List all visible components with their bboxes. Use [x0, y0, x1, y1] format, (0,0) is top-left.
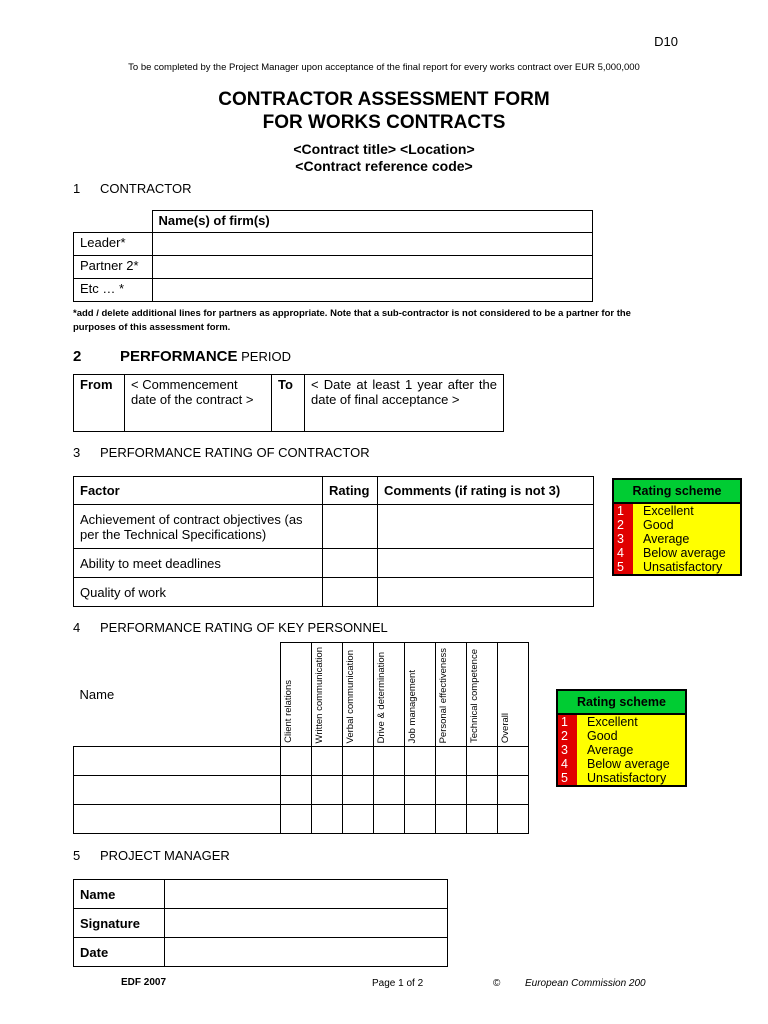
footer-page: Page 1 of 2	[372, 978, 424, 989]
rating-cell[interactable]	[323, 549, 378, 578]
footer-edf: EDF 2007	[121, 977, 167, 988]
section-2-heading: 2 PERFORMANCE PERIOD	[73, 348, 291, 365]
pm-signature-label: Signature	[74, 909, 165, 938]
rating-cell[interactable]	[323, 505, 378, 549]
project-manager-table	[73, 879, 448, 967]
etc-label: Etc … *	[74, 279, 153, 302]
column-header: Technical competence	[468, 649, 480, 743]
name-header: Name	[74, 643, 281, 747]
partner-field[interactable]	[152, 256, 593, 279]
pm-signature-field[interactable]	[165, 909, 448, 938]
factor-label: Ability to meet deadlines	[74, 549, 323, 578]
column-header: Written communication	[313, 646, 325, 743]
column-header: Client relations	[282, 680, 294, 743]
partners-note: *add / delete additional lines for partners as appropriate. Note that a sub-contractor is not considered to be a partner for the purposes of this assessment form.	[73, 308, 631, 333]
factor-label: Quality of work	[74, 578, 323, 607]
column-header: Job management	[406, 669, 418, 743]
form-title-line2: FOR WORKS CONTRACTS	[262, 112, 506, 133]
section-4-heading: 4 PERFORMANCE RATING OF KEY PERSONNEL	[73, 620, 388, 635]
leader-label: Leader*	[74, 233, 153, 256]
leader-field[interactable]	[152, 233, 593, 256]
contractor-table	[73, 210, 593, 302]
rating-scheme-box: Rating scheme 1 Excellent 2 Good 3 Average 4 Below average 5 Unsatisfactory	[612, 478, 742, 576]
subtitle-line2: <Contract reference code>	[295, 158, 473, 174]
section-1-heading: 1 CONTRACTOR	[73, 181, 192, 196]
pm-name-field[interactable]	[165, 880, 448, 909]
contractor-rating-table	[73, 476, 594, 607]
comments-header: Comments (if rating is not 3)	[378, 477, 594, 505]
pm-date-label: Date	[74, 938, 165, 967]
section-5-heading: 5 PROJECT MANAGER	[73, 848, 230, 863]
subtitle-line1: <Contract title> <Location>	[293, 141, 475, 157]
pm-date-field[interactable]	[165, 938, 448, 967]
footer-copyright: ©	[493, 978, 501, 989]
comments-cell[interactable]	[378, 505, 594, 549]
instruction-text: To be completed by the Project Manager upon acceptance of the final report for every works contract over EUR 5,000,000	[128, 62, 640, 73]
column-header: Verbal communication	[344, 649, 356, 743]
factor-header: Factor	[74, 477, 323, 505]
section-3-heading: 3 PERFORMANCE RATING OF CONTRACTOR	[73, 445, 370, 460]
key-personnel-table	[73, 642, 529, 834]
column-header: Drive & determination	[375, 651, 387, 743]
table-row	[74, 747, 529, 776]
column-header: Overall	[499, 712, 511, 743]
rating-cell[interactable]	[323, 578, 378, 607]
etc-field[interactable]	[152, 279, 593, 302]
rating-scheme-box-2: Rating scheme 1 Excellent 2 Good 3 Average 4 Below average 5 Unsatisfactory	[556, 689, 687, 787]
rating-scheme-title: Rating scheme	[614, 480, 740, 504]
document-code: D10	[654, 34, 678, 49]
footer-commission: European Commission 200	[525, 978, 646, 989]
from-label: From	[74, 375, 125, 432]
to-label: To	[272, 375, 305, 432]
column-header: Personal effectiveness	[437, 647, 449, 743]
comments-cell[interactable]	[378, 549, 594, 578]
table-row	[74, 805, 529, 834]
from-value[interactable]: < Commencement date of the contract >	[125, 375, 272, 432]
to-value[interactable]: < Date at least 1 year after the date of final acceptance >	[305, 375, 504, 432]
form-title-line1: CONTRACTOR ASSESSMENT FORM	[218, 89, 550, 110]
partner-label: Partner 2*	[74, 256, 153, 279]
firm-names-header: Name(s) of firm(s)	[152, 211, 593, 233]
factor-label: Achievement of contract objectives (as per the Technical Specifications)	[74, 505, 323, 549]
performance-period-table	[73, 374, 504, 432]
rating-scheme-title: Rating scheme	[558, 691, 685, 715]
rating-header: Rating	[323, 477, 378, 505]
table-row	[74, 776, 529, 805]
comments-cell[interactable]	[378, 578, 594, 607]
pm-name-label: Name	[74, 880, 165, 909]
